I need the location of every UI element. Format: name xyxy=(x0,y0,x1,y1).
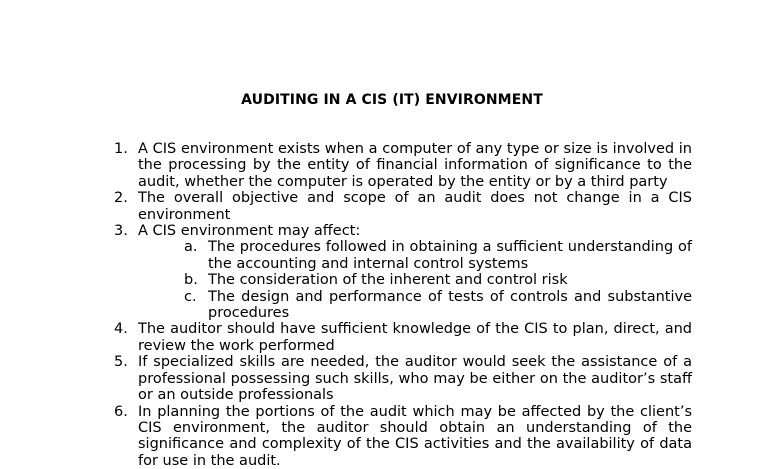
sub-list-item-letter: b. xyxy=(184,272,208,288)
list-item-text: A CIS environment exists when a computer of any type or size is involved in the processing by the entity of financial information of significance to the audit, whether the computer is operated by the entity or by a third party xyxy=(138,141,692,190)
sub-list-item xyxy=(184,289,692,322)
list-item-number: 3. xyxy=(114,223,138,239)
list-item-number: 6. xyxy=(114,404,138,469)
list-item-text: The auditor should have sufficient knowledge of the CIS to plan, direct, and review the work performed xyxy=(138,321,692,354)
list-item xyxy=(114,404,692,469)
list-item-number: 1. xyxy=(114,141,138,190)
sub-list-item xyxy=(184,272,692,288)
numbered-list xyxy=(114,141,692,469)
list-item-number: 4. xyxy=(114,321,138,354)
list-item xyxy=(114,223,692,239)
list-item-text: If specialized skills are needed, the auditor would seek the assistance of a professional possessing such skills, who may be either on the auditor’s staff or an outside professionals xyxy=(138,354,692,403)
list-item-text: In planning the portions of the audit which may be affected by the client’s CIS environment, the auditor should obtain an understanding of the significance and complexity of the CIS activities and the availability of data for use in the audit. xyxy=(138,404,692,469)
sub-list-item-text: The design and performance of tests of controls and substantive procedures xyxy=(208,289,692,322)
list-item-number: 5. xyxy=(114,354,138,403)
list-item xyxy=(114,141,692,190)
list-item-text: A CIS environment may affect: xyxy=(138,223,692,239)
sub-list-item-text: The procedures followed in obtaining a sufficient understanding of the accounting and internal control systems xyxy=(208,239,692,272)
list-item xyxy=(114,321,692,354)
document-title: AUDITING IN A CIS (IT) ENVIRONMENT xyxy=(0,92,784,108)
sub-list-item-letter: c. xyxy=(184,289,208,322)
sub-list-item xyxy=(184,239,692,272)
list-item-number: 2. xyxy=(114,190,138,223)
list-item xyxy=(114,190,692,223)
list-item xyxy=(114,354,692,403)
sub-list-item-text: The consideration of the inherent and control risk xyxy=(208,272,692,288)
sub-list-item-letter: a. xyxy=(184,239,208,272)
list-item-text: The overall objective and scope of an audit does not change in a CIS environment xyxy=(138,190,692,223)
